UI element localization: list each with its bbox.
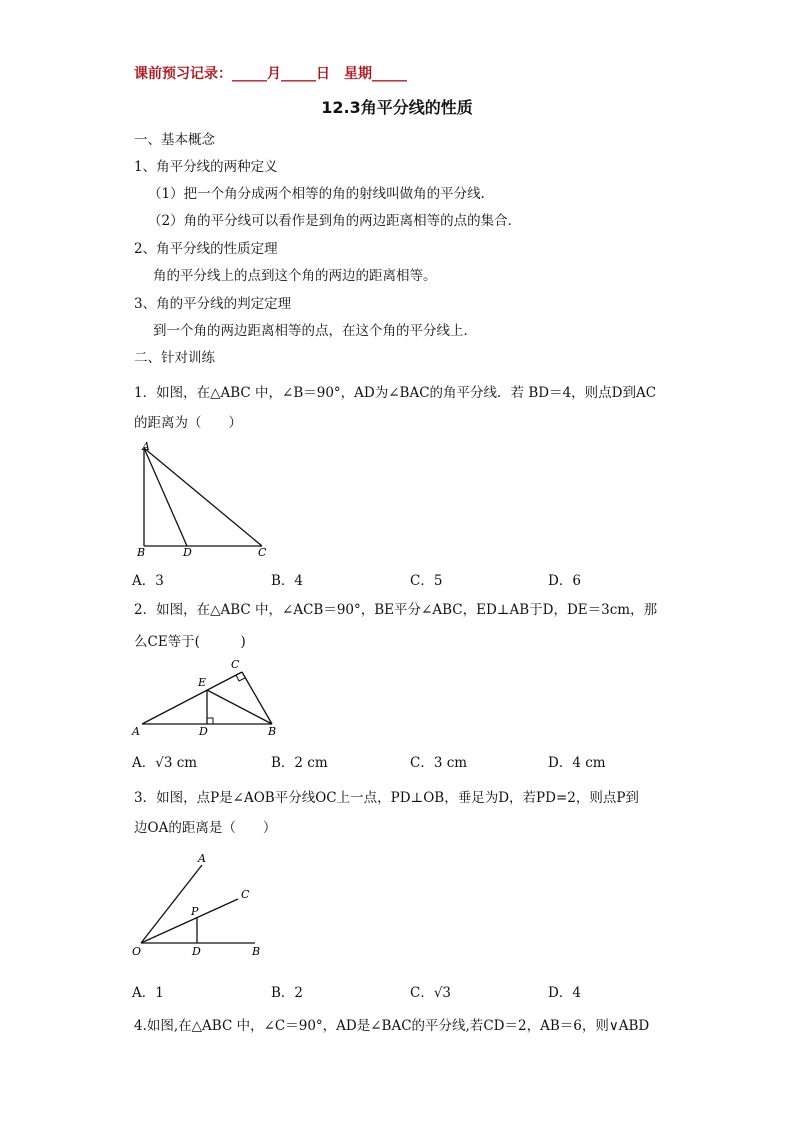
q1-label-a: A [142, 440, 150, 453]
q1-label-d: D [183, 546, 192, 559]
q3-option-c[interactable]: C．√3 [410, 985, 452, 1001]
q1-option-d[interactable]: D．6 [548, 573, 581, 589]
q2-label-a: A [132, 725, 140, 738]
q2-label-b: B [268, 725, 277, 738]
concept-item-3: 3、角的平分线的判定定理 [134, 296, 292, 312]
concept-item-1a: （1）把一个角分成两个相等的角的射线叫做角的平分线． [148, 186, 495, 202]
q1-label-c: C [258, 546, 267, 559]
question-1-line-2: 的距离为（ ） [134, 415, 242, 431]
question-2-figure [130, 655, 290, 741]
concept-item-1: 1、角平分线的两种定义 [134, 159, 278, 175]
question-3-line-2: 边OA的距离是（ ） [134, 820, 277, 836]
question-4-line-1: 4.如图,在△ABC 中，∠C＝90°，AD是∠BAC的平分线,若CD＝2，AB＝6，则∨ABD [134, 1018, 650, 1034]
question-1-line-1: 1．如图，在△ABC 中，∠B＝90°，AD为∠BAC的角平分线．若 BD＝4，则点D到AC [134, 385, 657, 401]
q3-label-a: A [198, 852, 206, 865]
question-3-figure [130, 845, 280, 963]
preview-record-header: 课前预习记录：_____月_____日 星期_____ [134, 66, 407, 82]
q3-label-b: B [252, 945, 261, 958]
question-3-line-1: 3．如图，点P是∠AOB平分线OC上一点，PD⊥OB，垂足为D，若PD=2，则点P到 [134, 790, 639, 806]
q2-option-a[interactable]: A．√3 cm [132, 755, 198, 771]
concept-item-2: 2、角平分线的性质定理 [134, 241, 278, 257]
q3-label-o: O [132, 945, 142, 958]
q1-option-c[interactable]: C．5 [410, 573, 443, 589]
page-title: 12.3角平分线的性质 [321, 98, 473, 117]
q3-option-b[interactable]: B．2 [271, 985, 304, 1001]
concept-item-3-body: 到一个角的两边距离相等的点，在这个角的平分线上． [153, 323, 477, 339]
q3-label-d: D [192, 945, 201, 958]
q3-label-p: P [191, 905, 199, 918]
section-heading-concepts: 一、基本概念 [134, 132, 215, 148]
q2-label-e: E [198, 676, 207, 689]
q1-label-b: B [137, 546, 146, 559]
question-2-line-2: 么CE等于( ) [134, 634, 246, 650]
section-heading-practice: 二、针对训练 [134, 350, 215, 366]
q3-label-c: C [241, 888, 250, 901]
q3-option-a[interactable]: A．1 [132, 985, 164, 1001]
q2-option-c[interactable]: C．3 cm [410, 755, 468, 771]
q3-option-d[interactable]: D．4 [548, 985, 581, 1001]
concept-item-1b: （2）角的平分线可以看作是到角的两边距离相等的点的集合． [148, 213, 522, 229]
q2-option-b[interactable]: B．2 cm [271, 755, 328, 771]
q2-label-c: C [231, 658, 240, 671]
question-1-figure [134, 438, 284, 562]
concept-item-2-body: 角的平分线上的点到这个角的两边的距离相等。 [153, 268, 437, 284]
q1-option-b[interactable]: B．4 [271, 573, 304, 589]
q2-option-d[interactable]: D．4 cm [548, 755, 606, 771]
question-2-line-1: 2．如图，在△ABC 中，∠ACB＝90°，BE平分∠ABC，ED⊥AB于D，DE＝3cm，那 [134, 602, 658, 618]
q1-option-a[interactable]: A．3 [132, 573, 164, 589]
q2-label-d: D [199, 725, 208, 738]
